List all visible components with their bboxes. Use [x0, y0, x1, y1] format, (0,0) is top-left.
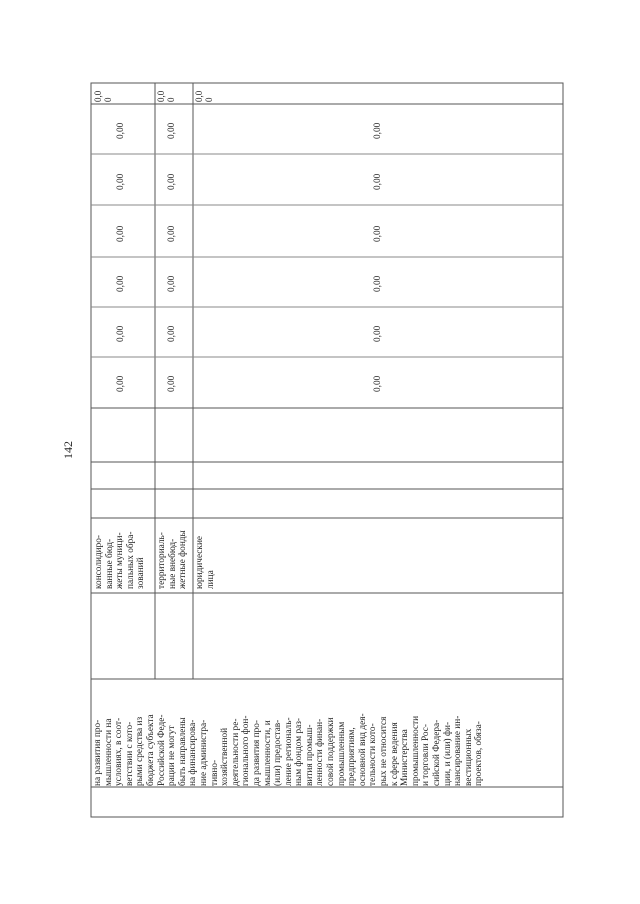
source-municipal-budgets: консолидиро- ванные бюд- жеты муници- пальных обра- зований	[94, 531, 147, 589]
total-legal: 0,0 0	[194, 90, 214, 102]
value-municipal-4: 0,00	[116, 225, 126, 242]
value-extrabudgetary-5: 0,00	[167, 173, 177, 190]
value-extrabudgetary-6: 0,00	[167, 122, 177, 139]
value-municipal-1: 0,00	[116, 375, 126, 392]
value-legal-1: 0,00	[373, 375, 383, 392]
value-extrabudgetary-3: 0,00	[167, 275, 177, 292]
total-extrabudgetary: 0,0 0	[156, 90, 176, 102]
value-municipal-6: 0,00	[116, 122, 126, 139]
value-legal-5: 0,00	[373, 173, 383, 190]
value-municipal-5: 0,00	[116, 173, 126, 190]
value-extrabudgetary-4: 0,00	[167, 225, 177, 242]
value-extrabudgetary-1: 0,00	[167, 375, 177, 392]
value-legal-3: 0,00	[373, 275, 383, 292]
value-extrabudgetary-2: 0,00	[167, 325, 177, 342]
total-municipal: 0,0 0	[93, 90, 113, 102]
value-legal-4: 0,00	[373, 225, 383, 242]
value-municipal-3: 0,00	[116, 275, 126, 292]
page-number: 142	[61, 441, 75, 459]
source-extrabudgetary-funds: территориаль- ные внебюд- жетные фонды	[157, 530, 189, 589]
source-legal-entities: юридические лица	[195, 535, 216, 589]
value-legal-2: 0,00	[373, 325, 383, 342]
row-name-cell: на развития про- мышленности на условиях, в соот- ветствии с кото- рыми средства из бюджета субъекта Российской Феде- рации не могут быть направлены на финансирова- ние администра- тивно- хозяйственной деятельности ре- гионального фон- да развития про- мышленности, и (или) предостав- ление региональ- ным фондом раз- вития промыш- ленности финан- совой поддержки промышленным предприятиям, основной вид дея- тельности кото- рых не относится к сфере ведения Министерства промышленности и торговли Рос- сийской Федера- ции, и (или) фи- нансирование ин- вестиционных проектов, обяза-	[93, 713, 485, 786]
value-municipal-2: 0,00	[116, 325, 126, 342]
value-legal-6: 0,00	[373, 122, 383, 139]
